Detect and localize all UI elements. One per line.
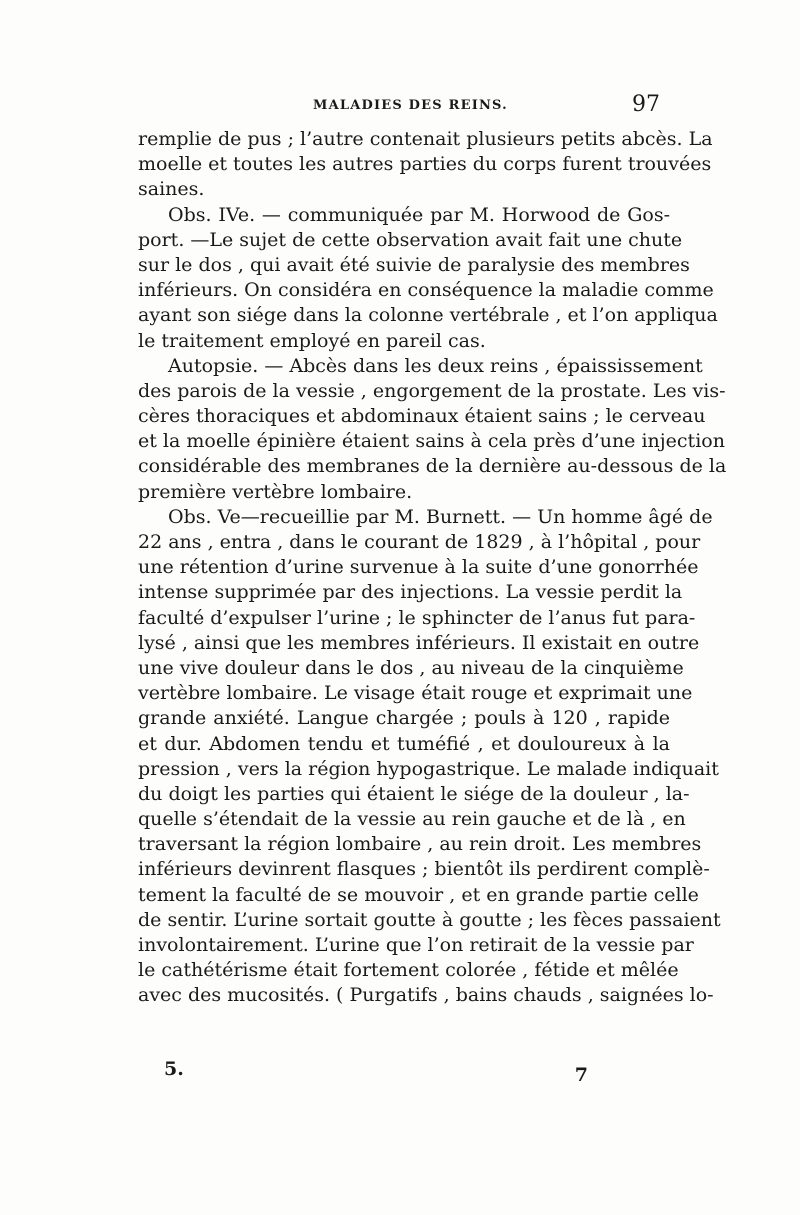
text-line: involontairement. L’urine que l’on retirait de la vessie par <box>138 934 694 956</box>
text-line: quelle s’étendait de la vessie au rein gauche et de là , en <box>138 808 686 831</box>
text-line: pression , vers la région hypogastrique. Le malade indiquait <box>138 757 719 780</box>
text-line: du doigt les parties qui étaient le siége de la douleur , la- <box>138 782 690 805</box>
text-line: inférieurs devinrent flasques ; bientôt ils perdirent complè- <box>138 858 710 881</box>
text-line: vertèbre lombaire. Le visage était rouge et exprimait une <box>138 682 693 705</box>
text-line: première vertèbre lombaire. <box>138 480 413 503</box>
text-line: une vive douleur dans le dos , au niveau de la cinquième <box>138 656 684 679</box>
signature-mark: 5. <box>164 1058 184 1080</box>
text-line: intense supprimée par des injections. La vessie perdit la <box>138 581 683 604</box>
text-line: lysé , ainsi que les membres inférieurs. Il existait en outre <box>138 631 700 654</box>
text-line: cères thoraciques et abdominaux étaient sains ; le cerveau <box>138 405 706 428</box>
text-line: faculté d’expulser l’urine ; le sphincter de l’anus fut para- <box>138 606 696 629</box>
text-line: une rétention d’urine survenue à la suite d’une gonorrhée <box>138 556 699 579</box>
text-line: des parois de la vessie , engorgement de la prostate. Les vis- <box>138 379 726 402</box>
text-line: et dur. Abdomen tendu et tuméfié , et douloureux à la <box>138 732 670 755</box>
autopsy-heading: Autopsie. — Abcès dans les deux reins , épaississement <box>168 354 703 377</box>
text-line: moelle et toutes les autres parties du corps furent trouvées <box>138 153 712 176</box>
text-line: considérable des membranes de la dernière au-dessous de la <box>138 455 727 478</box>
observation-heading: Obs. IVe. — communiquée par M. Horwood de Gos- <box>168 203 670 226</box>
body-text <box>138 127 727 1009</box>
text-line: ayant son siége dans la colonne vertébrale , et l’on appliqua <box>138 304 718 327</box>
text-line: 22 ans , entra , dans le courant de 1829 , à l’hôpital , pour <box>138 531 701 553</box>
signature-mark: 7 <box>574 1064 588 1086</box>
text-line: le traitement employé en pareil cas. <box>138 329 486 352</box>
text-line: port. —Le sujet de cette observation avait fait une chute <box>138 228 683 251</box>
text-line: traversant la région lombaire , au rein droit. Les membres <box>138 833 702 856</box>
page-footer <box>138 1058 670 1088</box>
observation-heading: Obs. Ve—recueillie par M. Burnett. — Un homme âgé de <box>168 505 713 528</box>
text-line: saines. <box>138 178 205 201</box>
text-line: grande anxiété. Langue chargée ; pouls à 120 , rapide <box>138 707 670 730</box>
text-line: tement la faculté de se mouvoir , et en grande partie celle <box>138 883 699 906</box>
text-line: le cathétérisme était fortement colorée , fétide et mêlée <box>138 959 679 982</box>
running-title: MALADIES DES REINS. <box>313 98 508 113</box>
page-number: 97 <box>632 92 660 117</box>
page-header <box>138 92 660 122</box>
text-line: inférieurs. On considéra en conséquence la maladie comme <box>138 279 714 302</box>
text-line: et la moelle épinière étaient sains à cela près d’une injection <box>138 430 725 453</box>
text-line: sur le dos , qui avait été suivie de paralysie des membres <box>138 253 690 276</box>
text-line: de sentir. L’urine sortait goutte à goutte ; les fèces passaient <box>138 908 721 931</box>
text-line: remplie de pus ; l’autre contenait plusieurs petits abcès. La <box>138 128 713 150</box>
text-line: avec des mucosités. ( Purgatifs , bains chauds , saignées lo- <box>138 984 714 1007</box>
